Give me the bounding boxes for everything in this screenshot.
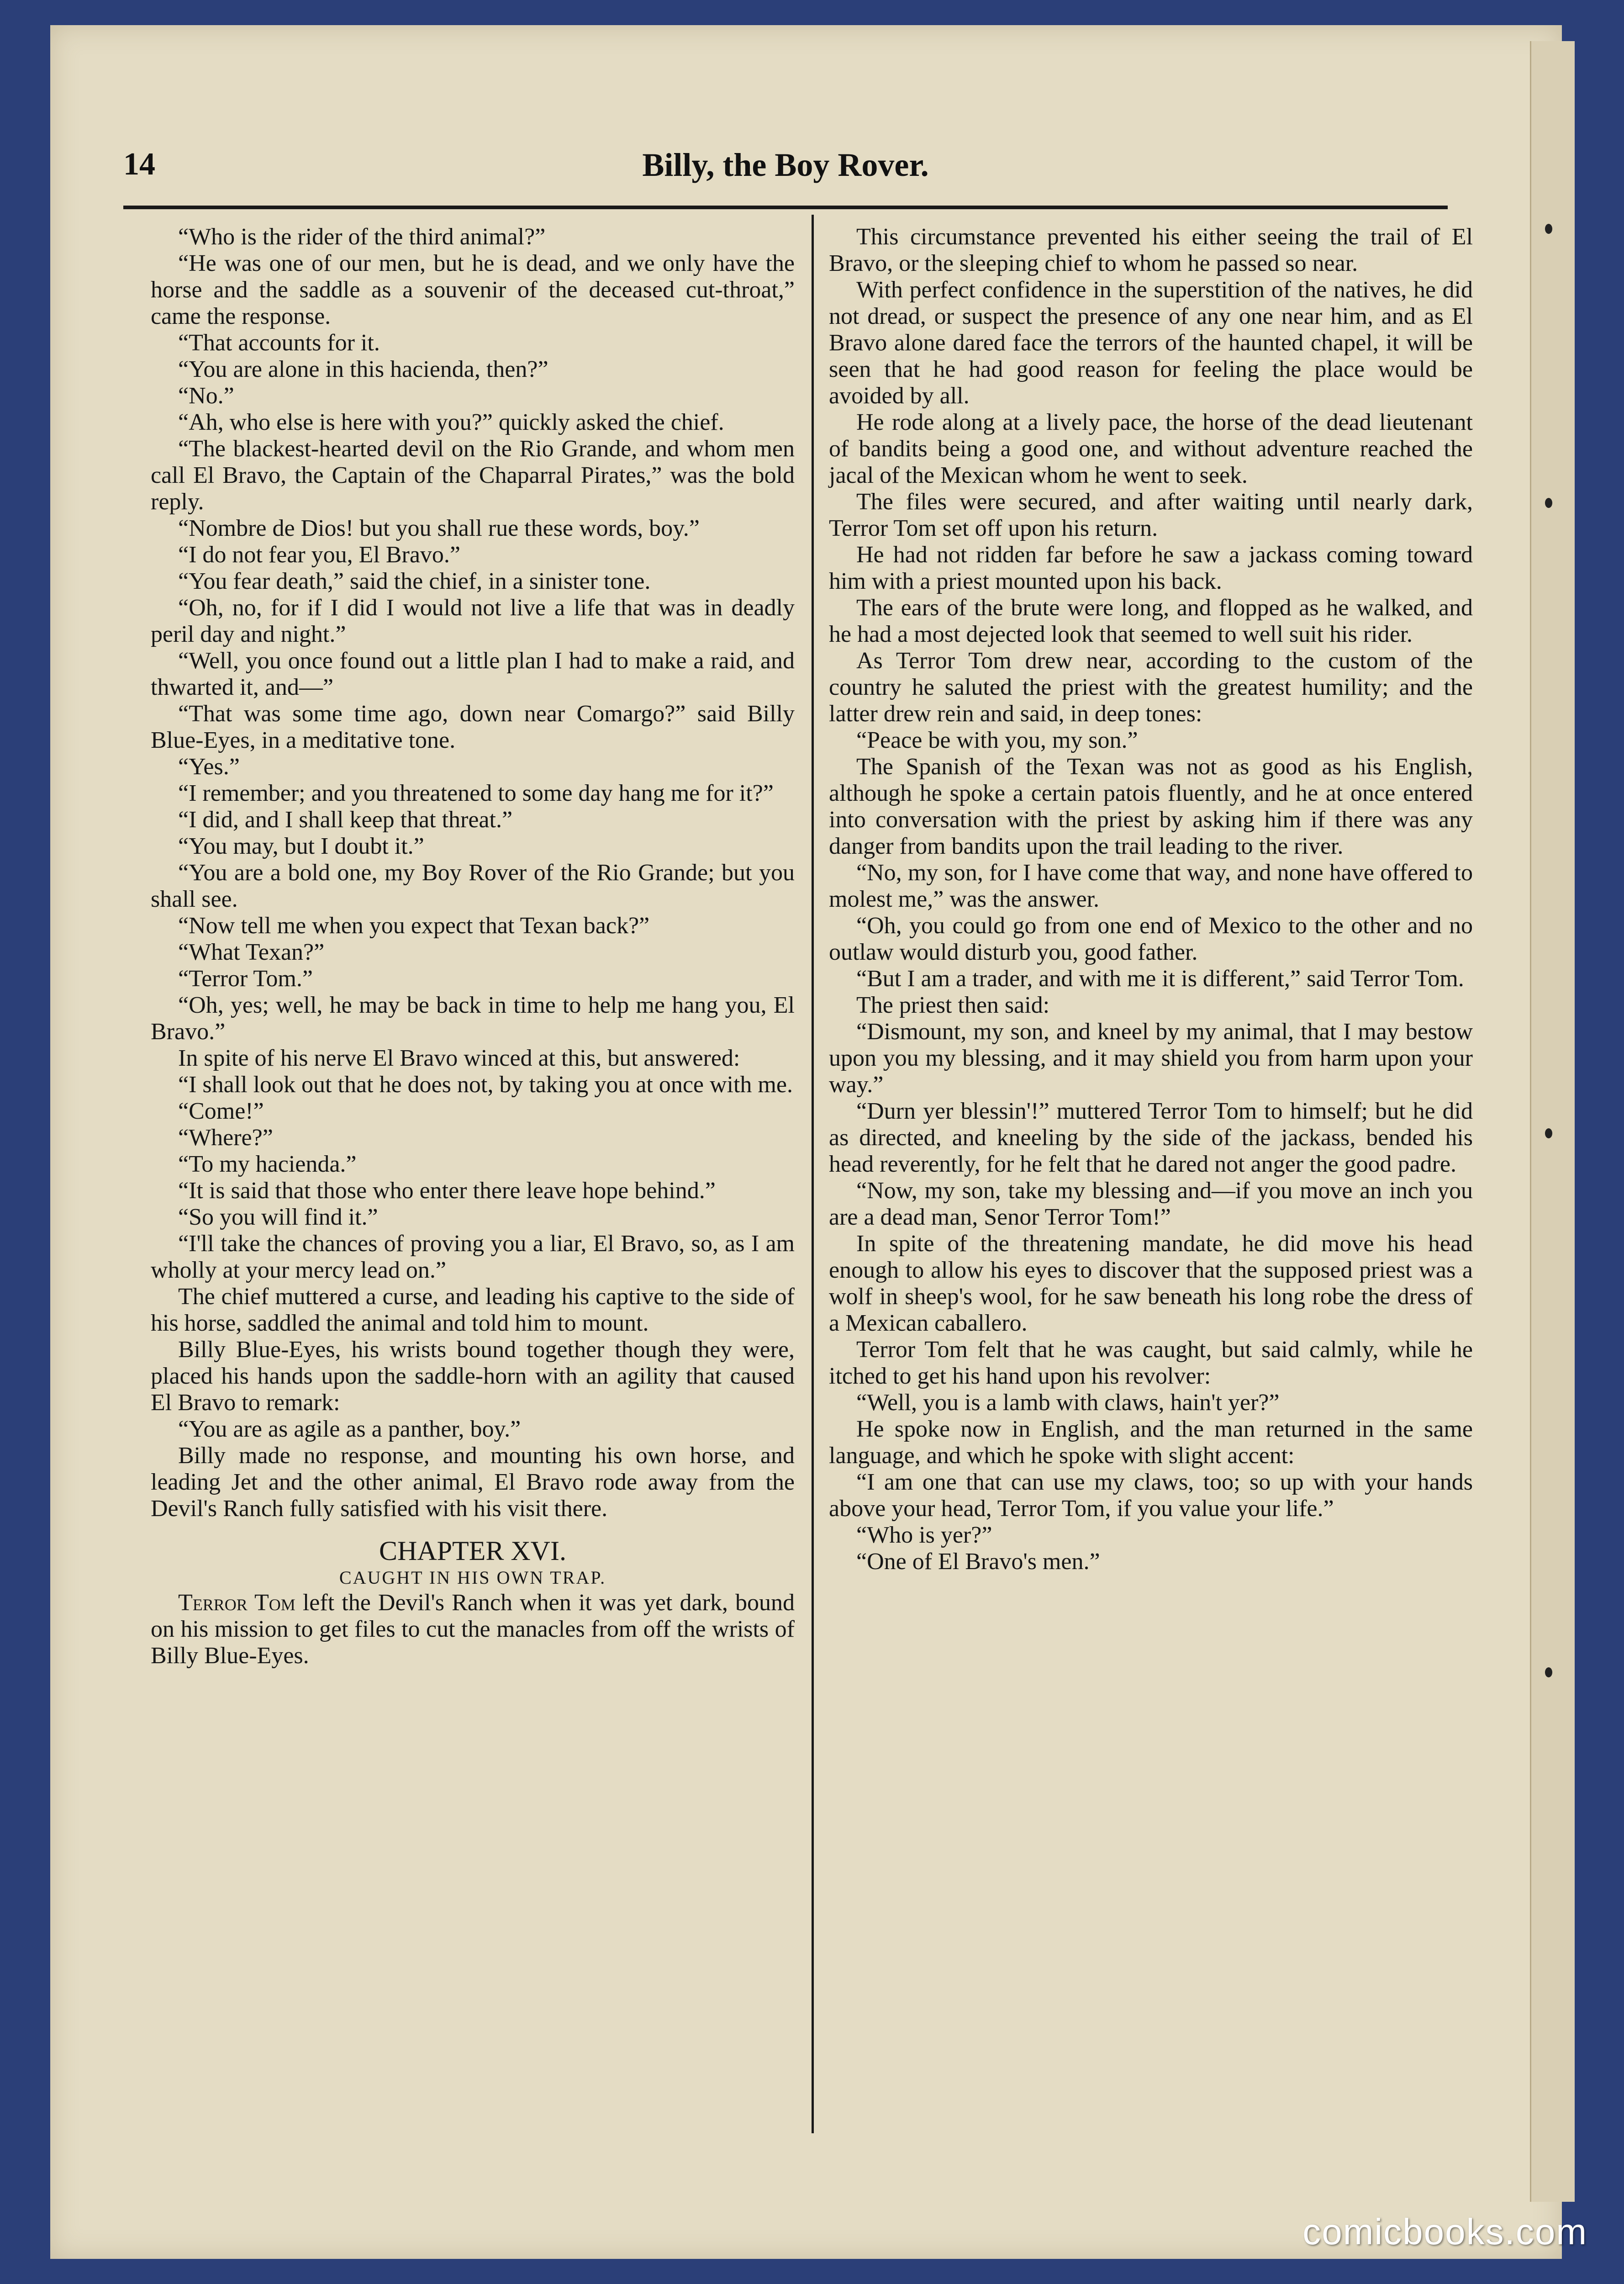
paragraph: “Dismount, my son, and kneel by my animal, that I may bestow upon you my blessing, and it may shield you from harm upon your way.” [829,1019,1473,1098]
right-paragraphs [829,224,1473,1575]
paragraph: “It is said that those who enter there leave hope behind.” [178,1178,716,1204]
paragraph: “Ah, who else is here with you?” quickly asked the chief. [178,409,724,435]
paragraph: “Who is yer?” [856,1522,992,1548]
paragraph: “That accounts for it. [178,330,380,356]
paragraph: Billy made no response, and mounting his own horse, and leading Jet and the other animal, El Bravo rode away from the Devil's Ranch fully satisfied with his visit there. [151,1443,795,1522]
column-divider [812,215,814,2133]
paragraph: “You are alone in this hacienda, then?” [178,356,548,382]
paragraph: “Terror Tom.” [178,966,313,992]
left-column [151,224,795,1669]
paragraph: The ears of the brute were long, and flopped as he walked, and he had a most dejected look that seemed to well suit his rider. [829,595,1473,647]
right-column [829,224,1473,1575]
page-spine [1530,41,1575,2202]
paragraph: “You are a bold one, my Boy Rover of the Rio Grande; but you shall see. [151,860,795,912]
paragraph: The chief muttered a curse, and leading his captive to the side of his horse, saddled the animal and told him to mount. [151,1284,795,1336]
paragraph: “No, my son, for I have come that way, and none have offered to molest me,” was the answer. [829,860,1473,912]
chapter-lead-words: Terror Tom [178,1590,295,1616]
paragraph: “You may, but I doubt it.” [178,833,424,859]
paragraph: “One of El Bravo's men.” [856,1549,1100,1575]
chapter-subtitle: CAUGHT IN HIS OWN TRAP. [339,1567,606,1588]
paragraph: Billy Blue-Eyes, his wrists bound together though they were, placed his hands upon the saddle-horn with an agility that caused El Bravo to remark: [151,1337,795,1416]
paragraph: “Now tell me when you expect that Texan back?” [178,913,650,939]
paragraph: “I did, and I shall keep that threat.” [178,807,513,833]
watermark: comicbooks.com [1302,2211,1587,2252]
paragraph: “I shall look out that he does not, by taking you at once with me. [178,1072,793,1098]
paragraph: “Come!” [178,1098,264,1124]
chapter-heading [151,1536,795,1590]
paragraph: In spite of his nerve El Bravo winced at this, but answered: [178,1045,740,1071]
paragraph: “That was some time ago, down near Comargo?” said Billy Blue-Eyes, in a meditative tone. [151,701,795,753]
paragraph: “Durn yer blessin'!” muttered Terror Tom to himself; but he did as directed, and kneeling by the side of the jackass, bended his head reverently, for he felt that he dared not anger the good padre. [829,1098,1473,1177]
paragraph: The Spanish of the Texan was not as good as his English, although he spoke a certain patois fluently, and he at once entered into conversation with the priest by asking him if there was any danger from bandits upon the trail leading to the river. [829,754,1473,859]
paragraph: “To my hacienda.” [178,1151,357,1177]
paragraph: “I remember; and you threatened to some day hang me for it?” [178,780,774,806]
binding-mark [1545,1128,1552,1138]
paragraph: In spite of the threatening mandate, he did move his head enough to allow his eyes to discover that the supposed priest was a wolf in sheep's wool, for he saw beneath his long robe the dress of a Mexican caballero. [829,1231,1473,1336]
header-rule [123,206,1448,209]
paragraph: “Oh, you could go from one end of Mexico to the other and no outlaw would disturb you, good father. [829,913,1473,965]
page-header [123,137,1448,201]
paragraph: “Yes.” [178,754,240,780]
paragraph: “Where?” [178,1125,273,1151]
paragraph: “But I am a trader, and with me it is different,” said Terror Tom. [856,966,1464,992]
paragraph: The files were secured, and after waiting until nearly dark, Terror Tom set off upon his return. [829,489,1473,541]
paragraph: “He was one of our men, but he is dead, and we only have the horse and the saddle as a souvenir of the deceased cut-throat,” came the response. [151,250,795,329]
paragraph: He spoke now in English, and the man returned in the same language, and which he spoke with slight accent: [829,1416,1473,1469]
paragraph: With perfect confidence in the superstition of the natives, he did not dread, or suspect the presence of any one near him, and as El Bravo alone dared face the terrors of the haunted chapel, it will be seen that he had good reason for feeling the place would be avoided by all. [829,277,1473,409]
left-paragraphs [151,224,795,1522]
paragraph: “Oh, no, for if I did I would not live a life that was in deadly peril day and night.” [151,595,795,647]
paragraph: As Terror Tom drew near, according to the custom of the country he saluted the priest with the greatest humility; and the latter drew rein and said, in deep tones: [829,648,1473,727]
paragraph: “You are as agile as a panther, boy.” [178,1416,521,1442]
running-title: Billy, the Boy Rover. [642,147,929,183]
paragraph: “I do not fear you, El Bravo.” [178,542,461,568]
paragraph: “Who is the rider of the third animal?” [178,224,546,250]
chapter-title: CHAPTER XVI. [379,1536,566,1566]
paragraph: “Peace be with you, my son.” [856,727,1138,753]
binding-mark [1545,1667,1552,1677]
paragraph: “Now, my son, take my blessing and—if you move an inch you are a dead man, Senor Terror Tom!” [829,1178,1473,1230]
paragraph: “What Texan?” [178,939,325,965]
paragraph: “You fear death,” said the chief, in a sinister tone. [178,568,651,594]
paragraph: The priest then said: [856,992,1050,1018]
paragraph: Terror Tom felt that he was caught, but said calmly, while he itched to get his hand upon his revolver: [829,1337,1473,1389]
paragraph: “Nombre de Dios! but you shall rue these words, boy.” [178,515,700,541]
binding-mark [1545,224,1552,234]
paragraph: He rode along at a lively pace, the horse of the dead lieutenant of bandits being a good one, and without adventure reached the jacal of the Mexican whom he went to seek. [829,409,1473,488]
paragraph: This circumstance prevented his either seeing the trail of El Bravo, or the sleeping chief to whom he passed so near. [829,224,1473,276]
paragraph: “I am one that can use my claws, too; so up with your hands above your head, Terror Tom, if you value your life.” [829,1469,1473,1522]
paragraph: “I'll take the chances of proving you a liar, El Bravo, so, as I am wholly at your mercy lead on.” [151,1231,795,1283]
chapter-opening-text: left the Devil's Ranch when it was yet dark, bound on his mission to get files to cut the manacles from off the wrists of Billy Blue-Eyes. [151,1590,795,1669]
binding-mark [1545,498,1552,508]
paragraph: “Oh, yes; well, he may be back in time to help me hang you, El Bravo.” [151,992,795,1045]
paragraph: He had not ridden far before he saw a jackass coming toward him with a priest mounted upon his back. [829,542,1473,594]
paragraph: “The blackest-hearted devil on the Rio Grande, and whom men call El Bravo, the Captain of the Chaparral Pirates,” was the bold reply. [151,436,795,515]
paragraph: “No.” [178,383,234,409]
page-number: 14 [123,147,155,182]
paragraph: “Well, you once found out a little plan I had to make a raid, and thwarted it, and—” [151,648,795,700]
paragraph: “So you will find it.” [178,1204,378,1230]
paragraph: “Well, you is a lamb with claws, hain't yer?” [856,1390,1280,1416]
chapter-opening-paragraph [151,1590,795,1669]
